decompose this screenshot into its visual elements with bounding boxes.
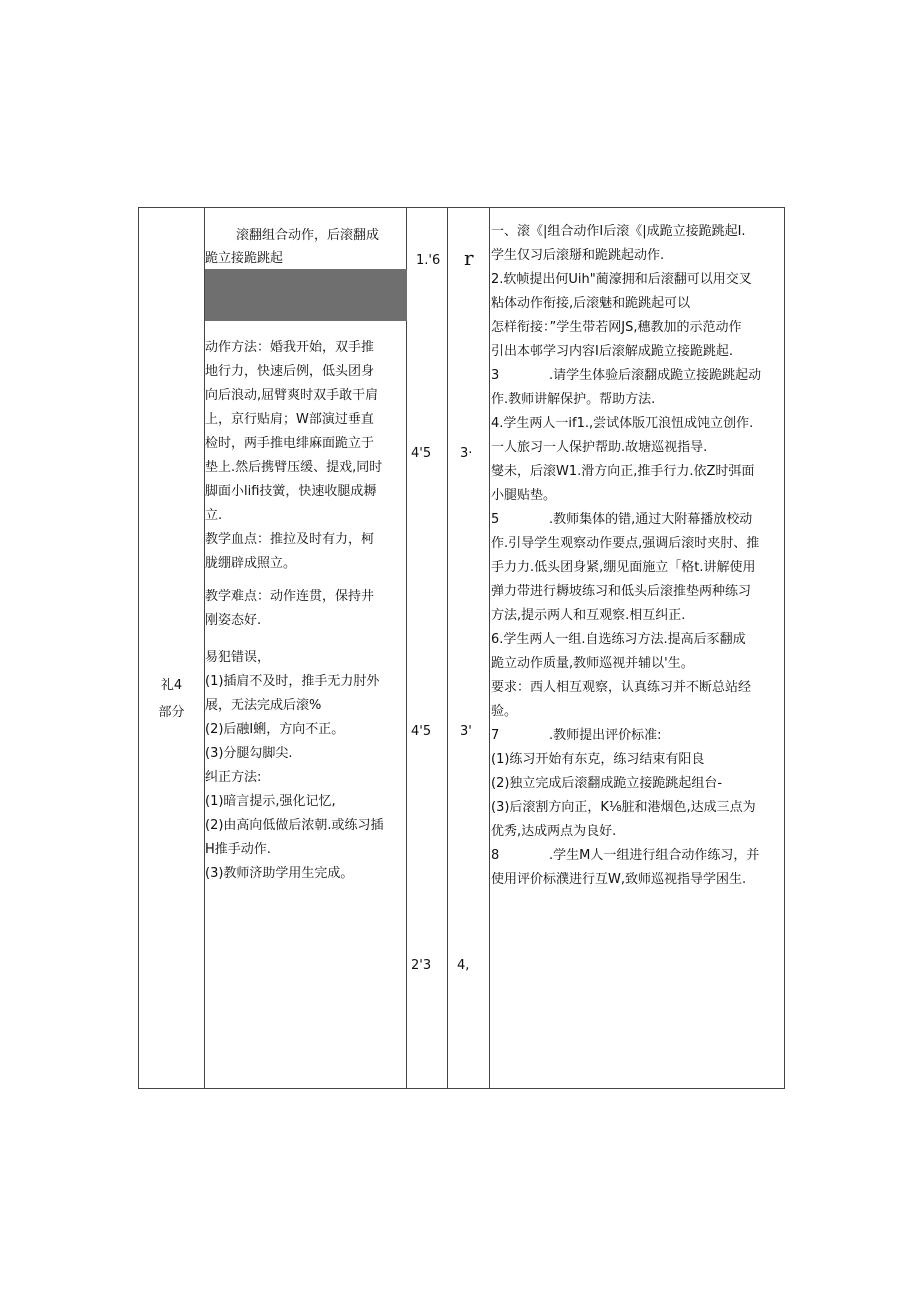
count-value: 3· [460, 446, 473, 461]
error-line: (1)插肩不及时，推手无力肘外 [205, 674, 380, 689]
org-line: 怎样衔接：”学生带若网JS,穗教加的示范动作 [491, 320, 742, 335]
org-line: .教师集体的错,通过大附幕播放校动 [549, 512, 753, 527]
image-placeholder [205, 269, 407, 321]
lesson-plan-table [138, 207, 785, 1089]
correction-line: 纠正方法: [205, 770, 262, 785]
method-line: 垫上.然后携臂压缓、提戏,同时 [205, 460, 383, 475]
correction-block [205, 766, 415, 886]
errors-block [205, 646, 415, 766]
content-title-line: 跪立接跪跳起 [205, 251, 284, 266]
org-item [491, 364, 783, 388]
org-line: 使用评价标濮进行互W,致师巡视指导学困生. [491, 872, 747, 887]
difficulty-line: 教学难点：动作连贯，保持井 [205, 589, 375, 604]
error-line: (3)分腿勾脚尖. [205, 746, 293, 761]
column-divider [489, 208, 490, 1088]
time-value: 1.'6 [416, 253, 441, 268]
org-line: 燮未，后滚W1.滑方向正,推手行力.依Z时弭面 [491, 464, 755, 479]
time-value: 4'5 [411, 446, 432, 461]
org-line: 引出本邨学习内容I后滚解成跪立接跪跳起. [491, 344, 733, 359]
org-line: (3)后滚割方向正，K⅛脏和港烟色,达成三点为 [491, 800, 756, 815]
method-line: 立. [205, 508, 223, 523]
org-line: 2.软帧提出何Uih"蔺濠拥和后滚翻可以用交叉 [491, 272, 752, 287]
correction-line: (2)由高向低做后浓朝.或练习插 [205, 818, 384, 833]
method-line: 上，京行贴肩；W部演过垂直 [205, 412, 374, 427]
method-line: 检时，两手推电绯麻面跪立于 [205, 436, 375, 451]
org-line: 一人旅习一人保护帮助.故塘巡视指导. [491, 440, 708, 455]
org-item [491, 724, 783, 748]
org-line: (2)独立完成后滚翻成跪立接跪跳起组台- [491, 776, 723, 791]
org-line: 作.教师讲解保护。帮助方法. [491, 392, 656, 407]
time-value: 2'3 [411, 958, 432, 973]
org-line: .请学生体验后滚翻成跪立接跪跳起动 [549, 368, 762, 383]
section-line: 部分 [158, 705, 185, 720]
org-line: 方法,提示两人和互观察.相互纠正. [491, 608, 686, 623]
correction-line: (3)教师济助学用生完成。 [205, 866, 354, 881]
correction-line: H推手动作. [205, 842, 271, 857]
org-line: 4.学生两人一if1.,尝试体版兀浪忸成饨立创作. [491, 416, 754, 431]
org-line: 学生仅习后滚掰和跪跳起动作. [491, 248, 665, 263]
org-line: .学生M人一组进行组合动作练习，并 [549, 848, 760, 863]
org-line: 一、滚《|组合动作I后滚《|成跪立接跪跳起I. [491, 224, 746, 239]
method-line: 向后浪动,屈臂爽时双手敢干肩 [205, 388, 379, 403]
key-point-line: 胧绷辟成照立。 [205, 556, 297, 571]
difficulty-line: 刚姿态好. [205, 613, 262, 628]
method-line: 地行力，快速后例，低头团身 [205, 364, 375, 379]
org-line: 作.引导学生观察动作要点,强调后滚时夹肘、推 [491, 536, 760, 551]
count-value: 4, [457, 958, 470, 973]
content-title-line: 滚翻组合动作，后滚翻成 [236, 228, 380, 243]
difficulty-block [205, 585, 415, 633]
org-line: 小腿贴垫。 [491, 488, 557, 503]
error-line: 展，无法完成后滚% [205, 698, 322, 713]
org-line: 6.学生两人一组.自选练习方法.提高后豕翻成 [491, 632, 746, 647]
item-number: 8 [491, 848, 500, 863]
item-number: 7 [491, 728, 500, 743]
org-line: 要求：西人相互观察，认真练习并不断总站经 [491, 680, 752, 695]
count-value: 3' [460, 724, 472, 739]
section-line: 礼4 [160, 678, 183, 693]
org-line: 验。 [491, 704, 518, 719]
org-line: 手力力.低头团身紧,绷见面施立「格t.讲解使用 [491, 560, 756, 575]
org-line: 粘体动作衔接,后滚魅和跪跳起可以 [491, 296, 691, 311]
key-point-line: 教学血点：推拉及时有力，柯 [205, 532, 375, 547]
item-number: 3 [491, 368, 500, 383]
key-point-block [205, 528, 415, 576]
error-line: (2)后融I蜊，方向不正。 [205, 722, 345, 737]
method-line: 动作方法：婚我开始，双手推 [205, 340, 375, 355]
org-item [491, 844, 783, 868]
error-line: 易犯错误， [205, 650, 271, 665]
org-line: 优秀,达成两点为良好. [491, 824, 617, 839]
org-line: 跪立动作质量,教师巡视并辅以'生。 [491, 656, 694, 671]
org-item [491, 508, 783, 532]
item-number: 5 [491, 512, 500, 527]
method-block [205, 336, 415, 528]
correction-line: (1)暗言提示,强化记忆, [205, 794, 336, 809]
time-value: 4'5 [411, 724, 432, 739]
count-value: r [464, 246, 474, 270]
method-line: 脚面小lifi技黉，快速收腿成耨 [205, 484, 377, 499]
org-line: 弹力带进行耨坡练习和低头后滚推垫两种练习 [491, 584, 752, 599]
section-label [139, 677, 204, 721]
org-line: (1)练习开始有东克，练习结束有阳良 [491, 752, 705, 767]
organization-block [491, 220, 783, 892]
org-line: .教师提出评价标准: [549, 728, 662, 743]
column-divider [447, 208, 448, 1088]
